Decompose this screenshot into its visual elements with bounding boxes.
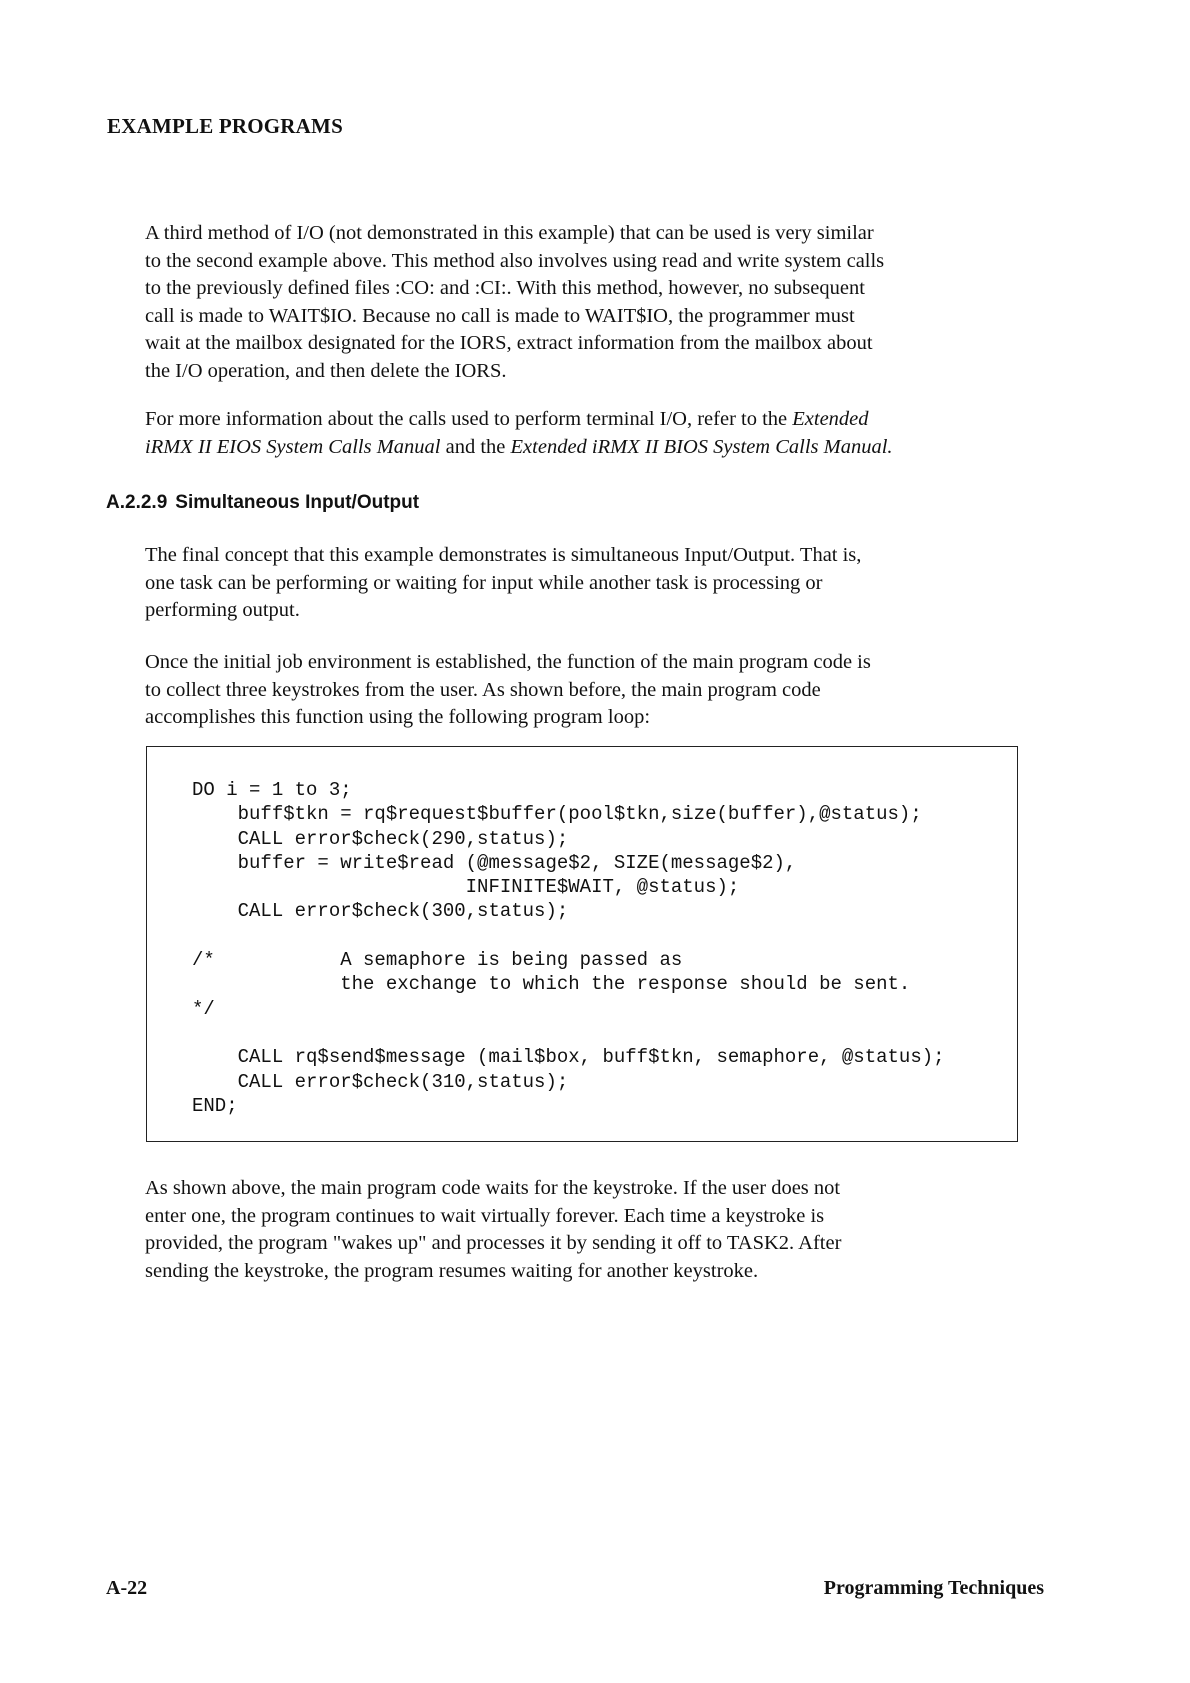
- code-line: the exchange to which the response should be sent.: [192, 973, 911, 996]
- code-line: buff$tkn = rq$request$buffer(pool$tkn,size(buffer),@status);: [192, 803, 922, 826]
- chapter-title: Programming Techniques: [823, 1577, 1044, 1599]
- code-line: [192, 1021, 945, 1045]
- code-listing: [192, 778, 945, 1118]
- text-line: provided, the program "wakes up" and processes it by sending it off to TASK2. After: [145, 1232, 842, 1254]
- text-line: to collect three keystrokes from the user. As shown before, the main program code: [145, 678, 821, 701]
- section-heading: [106, 492, 419, 514]
- manual-title: Extended iRMX II BIOS System Calls Manual.: [510, 435, 893, 458]
- text-line: enter one, the program continues to wait virtually forever. Each time a keystroke is: [145, 1204, 825, 1227]
- text-line: [145, 434, 1015, 462]
- text-line: sending the keystroke, the program resumes waiting for another keystroke.: [145, 1259, 759, 1282]
- code-line: /* A semaphore is being passed as: [192, 949, 683, 972]
- text-line: [145, 406, 1015, 434]
- text-plain: For more information about the calls used to perform terminal I/O, refer to the: [145, 408, 793, 430]
- manual-title: Extended: [792, 408, 869, 430]
- text-line: to the previously defined files :CO: and :CI:. With this method, however, no subsequent: [145, 277, 865, 299]
- text-line: the I/O operation, and then delete the IORS.: [145, 359, 507, 382]
- text-line: performing output.: [145, 599, 300, 621]
- paragraph-final-concept: [145, 542, 1015, 625]
- text-plain: and the: [440, 435, 511, 458]
- text-line: As shown above, the main program code waits for the keystroke. If the user does not: [145, 1177, 841, 1199]
- code-line: buffer = write$read (@message$2, SIZE(message$2),: [192, 851, 797, 874]
- text-line: one task can be performing or waiting for input while another task is processing or: [145, 571, 823, 594]
- section-title: Simultaneous Input/Output: [175, 492, 420, 513]
- text-line: The final concept that this example demonstrates is simultaneous Input/Output. That is,: [145, 544, 862, 566]
- page-number: A-22: [106, 1577, 148, 1599]
- text-line: accomplishes this function using the following program loop:: [145, 706, 651, 728]
- code-line: */: [192, 997, 215, 1020]
- code-line: CALL error$check(300,status);: [192, 900, 569, 923]
- paragraph-third-method: [145, 220, 1015, 385]
- paragraph-initial-job: [145, 649, 1015, 732]
- manual-title: iRMX II EIOS System Calls Manual: [145, 435, 441, 458]
- section-number: A.2.2.9: [106, 492, 168, 513]
- code-line: CALL rq$send$message (mail$box, buff$tkn, semaphore, @status);: [192, 1046, 945, 1069]
- text-line: to the second example above. This method also involves using read and write system calls: [145, 249, 885, 272]
- text-line: A third method of I/O (not demonstrated in this example) that can be used is very similar: [145, 222, 874, 244]
- text-line: call is made to WAIT$IO. Because no call is made to WAIT$IO, the programmer must: [145, 304, 855, 327]
- code-line: CALL error$check(310,status);: [192, 1070, 569, 1093]
- paragraph-as-shown: [145, 1175, 1015, 1285]
- code-line: DO i = 1 to 3;: [192, 779, 352, 801]
- text-line: wait at the mailbox designated for the IORS, extract information from the mailbox about: [145, 332, 873, 354]
- code-line: [192, 924, 945, 948]
- code-line: END;: [192, 1094, 238, 1117]
- code-line: CALL error$check(290,status);: [192, 827, 569, 850]
- text-line: Once the initial job environment is established, the function of the main program code is: [145, 651, 871, 673]
- page-header: EXAMPLE PROGRAMS: [107, 114, 343, 138]
- paragraph-more-info: [145, 406, 1015, 461]
- code-line: INFINITE$WAIT, @status);: [192, 876, 740, 899]
